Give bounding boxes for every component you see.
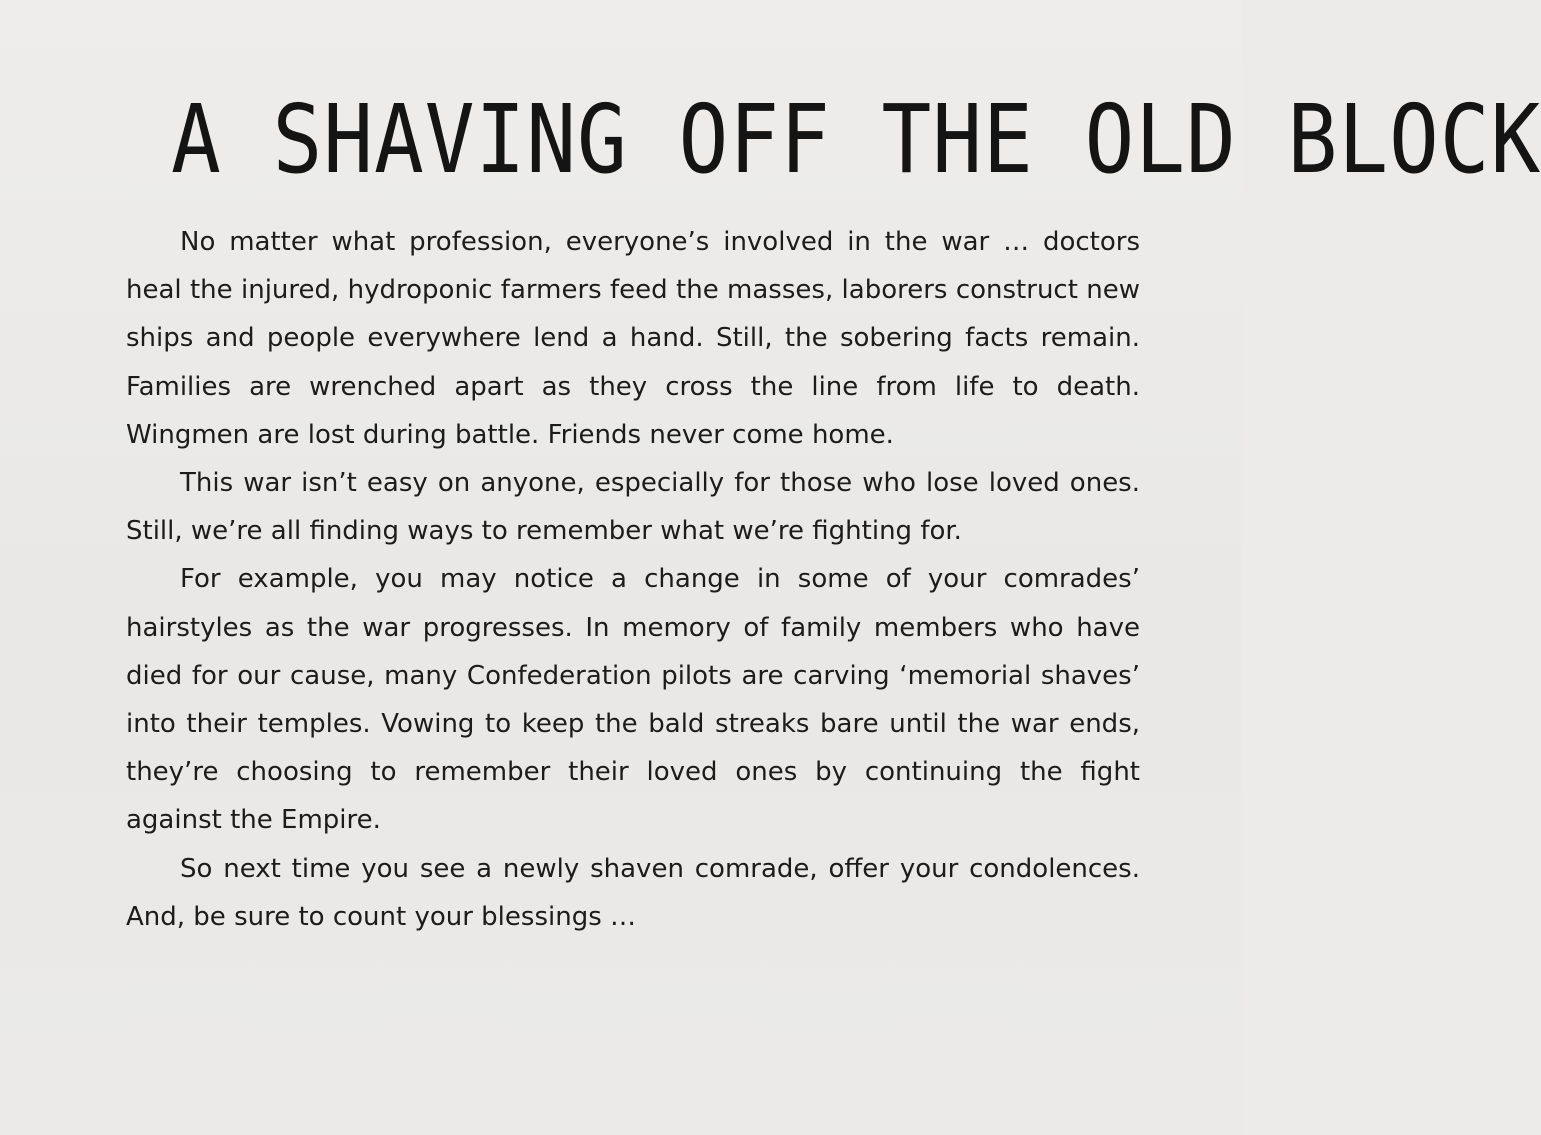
article-title: A SHAVING OFF THE OLD BLOCK (171, 84, 1541, 195)
paragraph-3: For example, you may notice a change in some of your comrades’ hairstyles as the war progresses. In memory of family members who have died for our cause, many Confederation pilots are carving ‘memorial shaves’ into their temples. Vowing to keep the bald streaks bare until the war ends, they’re choosing to remember their loved ones by continuing the fight against the Empire. (126, 564, 1140, 836)
paragraph-2: This war isn’t easy on anyone, especially for those who lose loved ones. Still, we’re all finding ways to remember what we’re fighting for. (126, 468, 1140, 547)
article-body (126, 218, 1140, 941)
paragraph-1: No matter what profession, everyone’s involved in the war … doctors heal the injured, hydroponic farmers feed the masses, laborers construct new ships and people everywhere lend a hand. Still, the sobering facts remain. Families are wrenched apart as they cross the line from life to death. Wingmen are lost during battle. Friends never come home. (126, 227, 1140, 450)
paragraph-4: So next time you see a newly shaven comrade, offer your condolences. And, be sure to count your blessings … (126, 853, 1140, 932)
